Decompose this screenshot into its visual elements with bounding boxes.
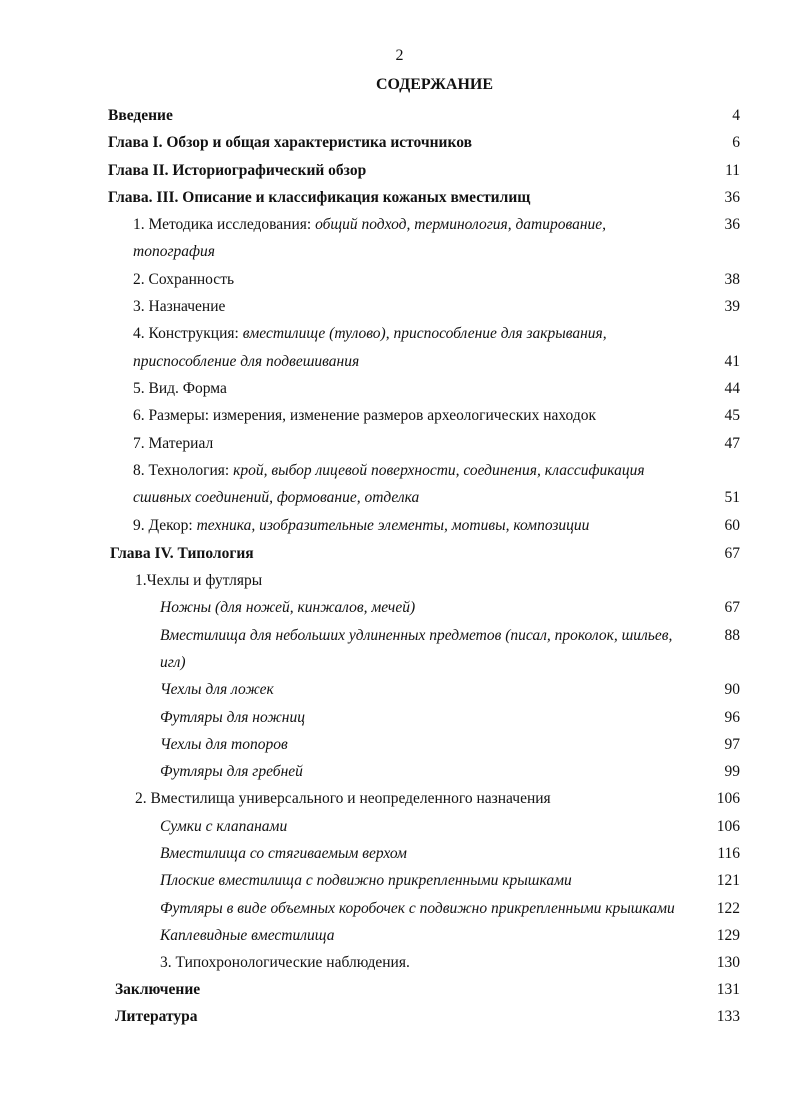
toc-entry-text: игл) <box>160 654 186 671</box>
toc-entry-text: Чехлы для ложек <box>160 681 274 698</box>
toc-entry-text: Сумки с клапанами <box>160 818 288 835</box>
toc-page-number: 4 <box>732 107 740 124</box>
toc-page-number: 67 <box>724 545 740 562</box>
toc-page-number: 116 <box>717 845 740 862</box>
toc-page-number: 121 <box>716 872 740 889</box>
toc-entry <box>160 845 407 863</box>
toc-entry <box>133 435 213 453</box>
toc-page-number: 90 <box>724 681 740 698</box>
toc-entry <box>160 736 288 754</box>
toc-entry-text: Футляры в виде объемных коробочек с подвижно прикрепленными крышками <box>160 900 675 917</box>
toc-page-number: 11 <box>725 162 740 179</box>
toc-entry-text: 2. Вместилища универсального и неопределенного назначения <box>135 790 551 807</box>
toc-page-number: 96 <box>724 709 740 726</box>
toc-entry-text: Глава I. Обзор и общая характеристика источников <box>108 134 472 151</box>
toc-entry <box>115 1008 197 1026</box>
toc-page-number: 67 <box>724 599 740 616</box>
toc-entry-text: 8. Технология: <box>133 462 234 479</box>
toc-entry-text: Плоские вместилища с подвижно прикрепленными крышками <box>160 872 572 889</box>
toc-page-number: 6 <box>732 134 740 151</box>
toc-entry-text: 7. Материал <box>133 435 214 452</box>
toc-entry <box>160 709 305 727</box>
toc-page-number: 41 <box>724 353 740 370</box>
toc-entry <box>160 681 274 699</box>
toc-entry-text: Введение <box>108 107 173 124</box>
toc-page-number: 106 <box>716 818 740 835</box>
toc-entry <box>160 627 672 645</box>
toc-entry <box>110 545 254 563</box>
toc-page-number: 60 <box>724 517 740 534</box>
toc-entry-text: техника, изобразительные элементы, мотивы, композиции <box>196 517 590 534</box>
toc-entry-text: 2. Сохранность <box>133 271 235 288</box>
toc-entry-text: сшивных соединений, формование, отделка <box>133 489 420 506</box>
toc-entry <box>133 325 607 343</box>
toc-entry-text: 6. Размеры: измерения, изменение размеров археологических находок <box>133 407 596 424</box>
toc-entry <box>135 790 551 808</box>
toc-entry-text: Вместилища для небольших удлиненных предметов (писал, проколок, шильев, <box>160 627 673 644</box>
toc-page-number: 106 <box>716 790 740 807</box>
toc-page-number: 131 <box>716 981 740 998</box>
toc-entry <box>160 763 303 781</box>
toc-entry-text: Заключение <box>115 981 201 998</box>
toc-title: СОДЕРЖАНИЕ <box>375 76 494 93</box>
toc-entry-text: крой, выбор лицевой поверхности, соединения, классификация <box>233 462 645 479</box>
toc-entry-text: вместилище (тулово), приспособление для закрывания, <box>242 325 607 342</box>
toc-entry <box>133 380 227 398</box>
toc-entry <box>133 462 645 480</box>
toc-entry <box>133 243 215 261</box>
toc-entry <box>133 489 419 507</box>
toc-entry <box>135 572 262 590</box>
toc-entry-text: Литература <box>115 1008 198 1025</box>
toc-entry <box>160 599 415 617</box>
toc-entry-text: Чехлы для топоров <box>160 736 288 753</box>
toc-entry <box>108 162 366 180</box>
toc-entry <box>160 654 186 672</box>
toc-entry-text: Ножны (для ножей, кинжалов, мечей) <box>160 599 416 616</box>
toc-entry <box>133 271 234 289</box>
toc-page-number: 51 <box>724 489 740 506</box>
toc-entry-text: 1.Чехлы и футляры <box>135 572 263 589</box>
toc-entry-text: общий подход, терминология, датирование, <box>315 216 607 233</box>
toc-entry-text: Глава II. Историографический обзор <box>108 162 367 179</box>
toc-entry <box>108 134 472 152</box>
toc-page-number: 38 <box>724 271 740 288</box>
toc-entry <box>160 872 572 890</box>
toc-entry-text: 3. Назначение <box>133 298 226 315</box>
toc-page-number: 45 <box>724 407 740 424</box>
toc-page-number: 129 <box>716 927 740 944</box>
toc-entry <box>133 216 606 234</box>
toc-page-number: 99 <box>724 763 740 780</box>
toc-page-number: 39 <box>724 298 740 315</box>
toc-entry-text: Футляры для ножниц <box>160 709 305 726</box>
toc-entry-text: топография <box>133 243 215 260</box>
toc-entry-text: Футляры для гребней <box>160 763 303 780</box>
toc-page-number: 130 <box>716 954 740 971</box>
toc-entry <box>133 353 359 371</box>
toc-page-number: 36 <box>724 216 740 233</box>
toc-entry-text: Глава IV. Типология <box>110 545 254 562</box>
toc-page-number: 47 <box>724 435 740 452</box>
toc-entry-text: 3. Типохронологические наблюдения. <box>160 954 410 971</box>
toc-entry <box>115 981 200 999</box>
toc-page-number: 88 <box>724 627 740 644</box>
toc-entry <box>133 298 225 316</box>
toc-entry <box>160 818 287 836</box>
page-number: 2 <box>395 47 404 64</box>
toc-page-number: 97 <box>724 736 740 753</box>
toc-entry-text: Глава. III. Описание и классификация кожаных вместилищ <box>108 189 531 206</box>
toc-entry <box>160 927 335 945</box>
toc-page-number: 122 <box>716 900 740 917</box>
toc-entry-text: 1. Методика исследования: <box>133 216 316 233</box>
toc-entry-text: Каплевидные вместилища <box>160 927 335 944</box>
toc-entry <box>108 107 173 125</box>
toc-page-number: 44 <box>724 380 740 397</box>
toc-entry-text: 4. Конструкция: <box>133 325 243 342</box>
toc-entry <box>133 517 589 535</box>
toc-entry-text: 5. Вид. Форма <box>133 380 227 397</box>
toc-entry <box>133 407 596 425</box>
toc-page-number: 133 <box>716 1008 740 1025</box>
toc-entry <box>160 900 675 918</box>
toc-entry-text: Вместилища со стягиваемым верхом <box>160 845 407 862</box>
toc-entry <box>108 189 530 207</box>
toc-entry-text: приспособление для подвешивания <box>133 353 360 370</box>
toc-entry <box>160 954 410 972</box>
toc-page-number: 36 <box>724 189 740 206</box>
toc-entry-text: 9. Декор: <box>133 517 197 534</box>
